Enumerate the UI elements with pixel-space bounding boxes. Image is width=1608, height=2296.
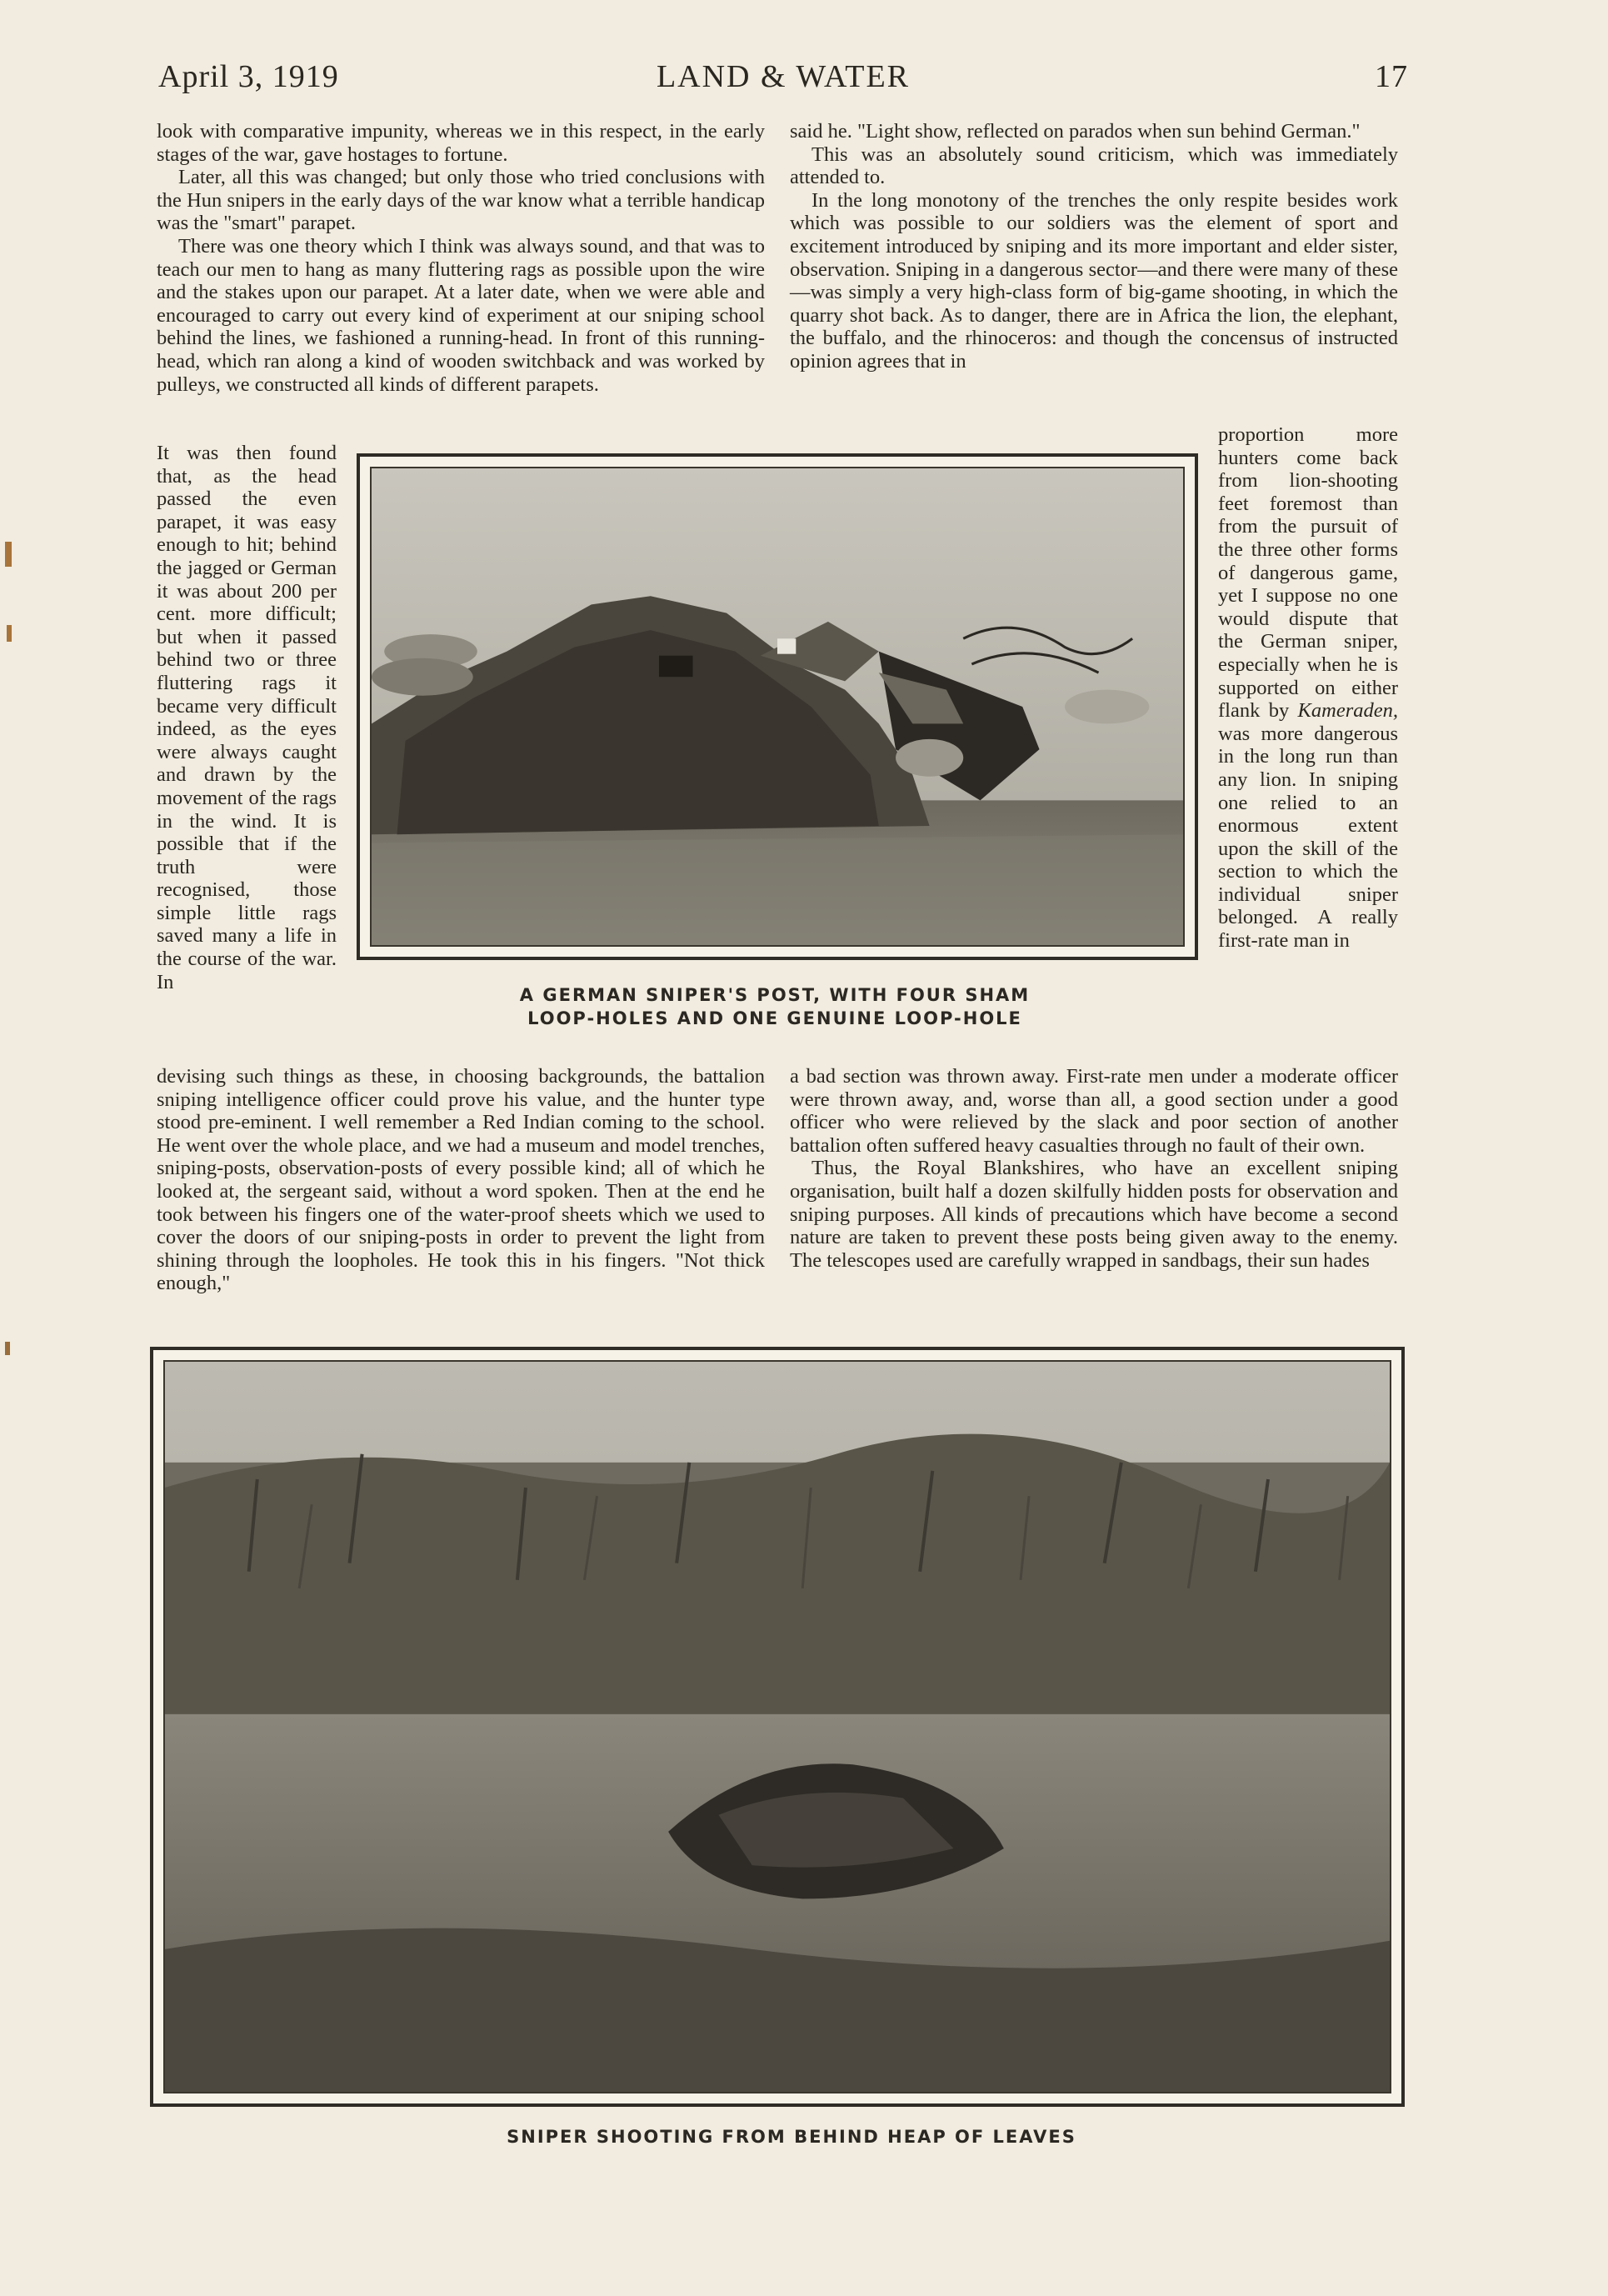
text-run: was more dangerous in the long run than any lion. In sniping one relied to an enormous extent upon the skill of the section to which the individual sniper belonged. A really first-rate man in [1218,722,1398,953]
publication-title: LAND & WATER [656,59,911,94]
paragraph: It was then found that, as the head passed the even parapet, it was easy enough to hit; behind the jagged or German it was about 200 per cent. more difficult; but when it passed behind two or three fluttering rags it became very difficult indeed, as the eyes were always caught and drawn by the movement of the rags in the wind. It is possible that if the truth were recognised, those simple little rags saved many a life in the course of the war. In [157,442,337,993]
issue-date: April 3, 1919 [158,59,339,94]
paragraph: There was one theory which I think was always sound, and that was to teach our men to hang as many fluttering rags as possible upon the wire and the stakes upon our parapet. At a later date, when we were able and encouraged to carry out every kind of experiment at our sniping school behind the lines, we fashioned a running-head. In front of this running-head, which ran along a kind of wooden switchback and was worked by pulleys, we constructed all kinds of different parapets. [157,234,765,396]
italic-word: Kameraden, [1297,699,1398,723]
paragraph: In the long monotony of the trenches the only respite besides work which was possible to our soldiers was the element of sport and excitement introduced by sniping and its more important and elder sister, observation. Sniping in a dangerous sector—and there were many of these—was simply a very high-class form of big-game shooting, in which the quarry shot back. As to danger, there are in Africa the lion, the elephant, the buffalo, and the rhinoceros: and though the concensus of instructed opinion agrees that in [790,188,1398,373]
paragraph: This was an absolutely sound criticism, which was immediately attended to. [790,143,1398,189]
paragraph: look with comparative impunity, whereas we in this respect, in the early stages of the war, gave hostages to fortune. [157,120,765,166]
paper-stain [5,1342,10,1355]
paragraph: Later, all this was changed; but only those who tried conclusions with the Hun snipers in the early days of the war know what a terrible handicap was the "smart" parapet. [157,166,765,235]
paragraph: said he. "Light show, reflected on parados when sun behind German." [790,120,1361,143]
paragraph: devising such things as these, in choosing backgrounds, the battalion sniping intelligence officer could prove his value, and the hunter type stood pre-eminent. I well remember a Red Indian coming to the school. He went over the whole place, and we had a museum and model trenches, sniping-posts, observation-posts of every possible kind; all of which he looked at, the sergeant said, without a word spoken. Then at the end he took between his fingers one of the water-proof sheets which we used to cover the doors of our sniping-posts in order to prevent the light from shining through the loopholes. He took this in his fingers. "Not thick enough," [157,1065,765,1295]
leaves-heap-caption: SNIPER SHOOTING FROM BEHIND HEAP OF LEAVES [507,2127,1076,2147]
caption-line: A GERMAN SNIPER'S POST, WITH FOUR SHAM [519,985,1031,1005]
text-run: proportion more hunters come back from lion-shooting feet foremost than from the pursuit of the three other forms of dangerous game, yet I suppose no one would dispute that the German sniper, especially when he is supported on either flank by [1218,423,1398,723]
paragraph: Thus, the Royal Blankshires, who have an excellent sniping organisation, built half a dozen skilfully hidden posts for observation and sniping purposes. All kinds of precautions which have become a second nature are taken to prevent these posts being given away to the enemy. The telescopes used are carefully wrapped in sandbags, their sun hades [790,1157,1398,1272]
page-number: 17 [1375,59,1408,94]
caption-line: LOOP-HOLES AND ONE GENUINE LOOP-HOLE [527,1008,1022,1028]
paper-stain [5,542,12,567]
paper-stain [7,625,12,642]
paragraph: a bad section was thrown away. First-rate men under a moderate officer were thrown away, and, worse than all, a good section under a good officer who were relieved by the slack and poor section of another battalion often suffered heavy casualties through no fault of their own. [790,1065,1398,1157]
